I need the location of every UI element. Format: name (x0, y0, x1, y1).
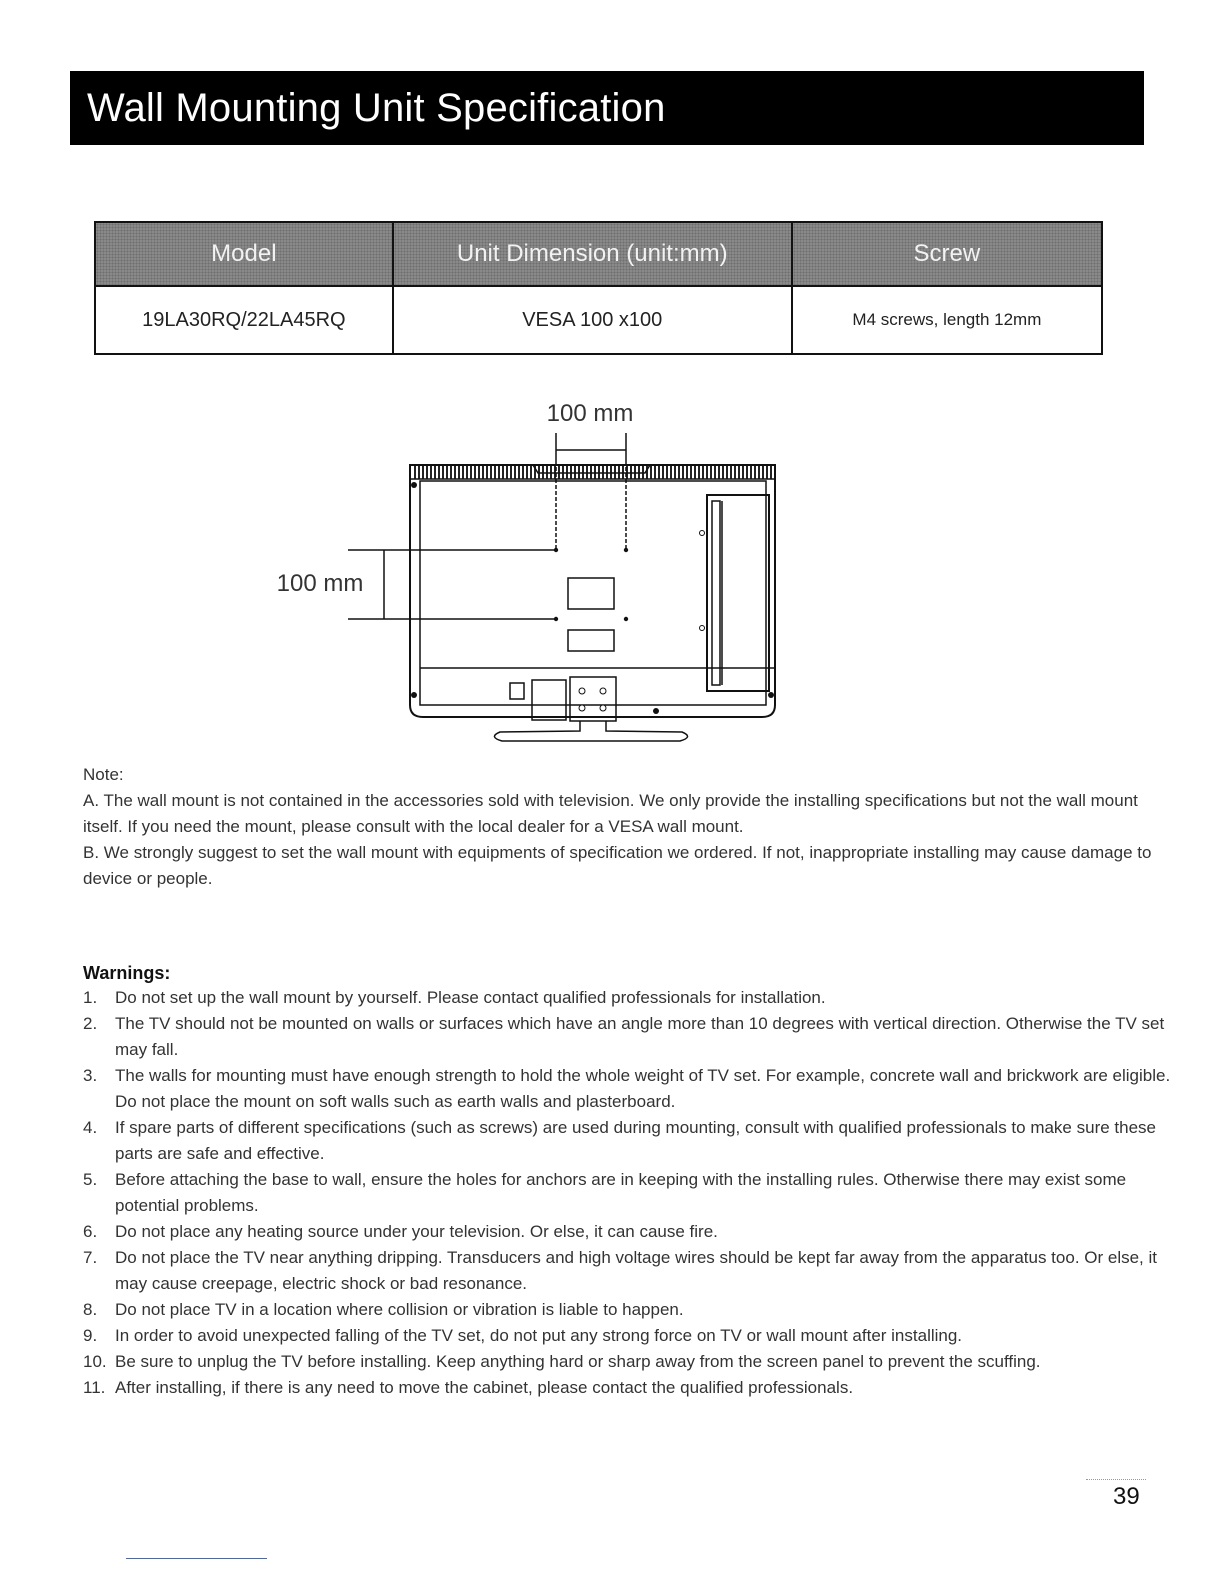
list-item (83, 985, 1173, 1011)
tv-back-diagram (270, 395, 790, 755)
list-item (83, 1245, 1173, 1297)
list-item-text: After installing, if there is any need to move the cabinet, please contact the qualified professionals. (115, 1378, 854, 1397)
title-bar (70, 71, 1144, 145)
list-item (83, 1011, 1173, 1063)
list-item-text: If spare parts of different specifications (such as screws) are used during mounting, consult with qualified professionals to make sure these parts are safe and effective. (115, 1118, 1156, 1163)
list-item-number: 1. (83, 988, 98, 1007)
note-item-a: A. The wall mount is not contained in the accessories sold with television. We only provide the installing specifications but not the wall mount itself. If you need the mount, please consult with the local dealer for a VESA wall mount. (83, 791, 1138, 836)
column-header-screw: Screw (792, 222, 1102, 286)
list-item (83, 1219, 1173, 1245)
list-item-number: 10. (83, 1352, 107, 1371)
cell-screw: M4 screws, length 12mm (792, 286, 1102, 354)
list-item-number: 3. (83, 1066, 98, 1085)
cell-model: 19LA30RQ/22LA45RQ (95, 286, 393, 354)
page-number-rule (1086, 1479, 1146, 1480)
list-item-number: 5. (83, 1170, 98, 1189)
list-item-number: 11. (83, 1378, 106, 1397)
list-item (83, 1167, 1173, 1219)
list-item (83, 1323, 1173, 1349)
list-item (83, 1375, 1173, 1401)
spec-table (94, 221, 1103, 355)
list-item-text: Do not place any heating source under your television. Or else, it can cause fire. (115, 1222, 718, 1241)
note-section (83, 762, 1163, 892)
bottom-divider (126, 1558, 267, 1559)
list-item-number: 6. (83, 1222, 98, 1241)
table-row (95, 286, 1102, 354)
page-number: 39 (1113, 1483, 1140, 1510)
list-item-text: Do not place the TV near anything dripping. Transducers and high voltage wires should be kept far away from the apparatus too. Or else, it may cause creepage, electric shock or bad resonance. (115, 1248, 1158, 1293)
list-item-text: Do not place TV in a location where collision or vibration is liable to happen. (115, 1300, 684, 1319)
list-item (83, 1349, 1173, 1375)
list-item (83, 1297, 1173, 1323)
list-item-text: In order to avoid unexpected falling of the TV set, do not put any strong force on TV or wall mount after installing. (115, 1326, 963, 1345)
list-item-text: Do not set up the wall mount by yourself. Please contact qualified professionals for installation. (115, 988, 826, 1007)
table-header-row (95, 222, 1102, 286)
list-item (83, 1063, 1173, 1115)
note-heading: Note: (83, 765, 124, 784)
list-item-text: The walls for mounting must have enough strength to hold the whole weight of TV set. For example, concrete wall and brickwork are eligible. Do not place the mount on soft walls such as earth walls and plasterboard. (115, 1066, 1171, 1111)
warnings-list (83, 985, 1173, 1401)
list-item-number: 8. (83, 1300, 98, 1319)
list-item-number: 7. (83, 1248, 98, 1267)
list-item-number: 2. (83, 1014, 98, 1033)
warnings-heading: Warnings: (83, 963, 171, 983)
list-item (83, 1115, 1173, 1167)
label-horizontal-100mm: 100 mm (546, 400, 634, 427)
list-item-text: The TV should not be mounted on walls or surfaces which have an angle more than 10 degrees with vertical direction. Otherwise the TV set may fall. (115, 1014, 1165, 1059)
note-item-b: B. We strongly suggest to set the wall mount with equipments of specification we ordered. If not, inappropriate installing may cause damage to device or people. (83, 843, 1152, 888)
list-item-text: Be sure to unplug the TV before installing. Keep anything hard or sharp away from the screen panel to prevent the scuffing. (115, 1352, 1041, 1371)
warnings-section (83, 961, 1173, 1401)
list-item-number: 4. (83, 1118, 98, 1137)
cell-dimension: VESA 100 x100 (393, 286, 792, 354)
column-header-model: Model (95, 222, 393, 286)
label-vertical-100mm: 100 mm (276, 570, 364, 597)
list-item-text: Before attaching the base to wall, ensure the holes for anchors are in keeping with the installing rules. Otherwise there may exist some potential problems. (115, 1170, 1127, 1215)
list-item-number: 9. (83, 1326, 98, 1345)
column-header-dimension: Unit Dimension (unit:mm) (393, 222, 792, 286)
page-title: Wall Mounting Unit Specification (87, 86, 666, 130)
